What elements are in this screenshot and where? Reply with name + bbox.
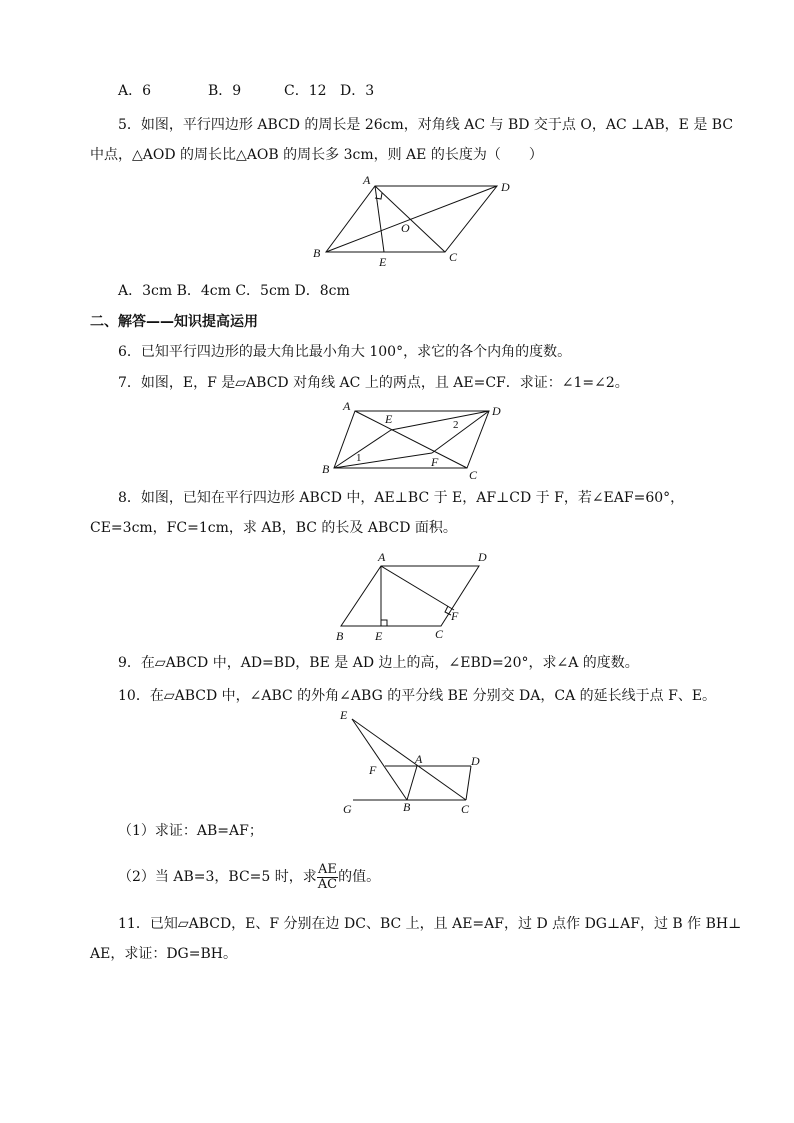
q7-text: 7．如图，E，F 是▱ABCD 对角线 AC 上的两点，且 AE=CF．求证：∠1=∠2。 (118, 375, 629, 391)
q10-text: 10．在▱ABCD 中，∠ABC 的外角∠ABG 的平分线 BE 分别交 DA，CA 的延长线于点 F、E。 (118, 688, 717, 704)
q10-part1: （1）求证：AB=AF； (118, 823, 263, 839)
q10-label-D: D (471, 754, 480, 768)
q10-part2-prefix: （2）当 AB=3，BC=5 时，求 (118, 869, 317, 885)
q7-label-F: F (431, 455, 439, 469)
q10-label-C: C (461, 802, 470, 816)
section2-heading: 二、解答——知识提高运用 (90, 314, 258, 330)
q5-label-E: E (379, 255, 387, 269)
q4-option-a: A．6 (118, 83, 152, 99)
q4-option-d: D．3 (340, 83, 375, 99)
q11-text-line1: 11．已知▱ABCD，E、F 分别在边 DC、BC 上，且 AE=AF，过 D 点作 DG⊥AF，过 B 作 BH⊥ (118, 916, 742, 932)
q8-label-F: F (451, 609, 459, 623)
q7-label-A: A (343, 399, 351, 413)
q7-label-1: 1 (356, 452, 362, 464)
q10-part2-suffix: 的值。 (338, 869, 381, 885)
q10-fraction-denominator: AC (317, 876, 338, 892)
q8-label-E: E (375, 629, 383, 643)
q5-label-D: D (501, 180, 510, 194)
q5-label-C: C (449, 250, 458, 264)
q7-label-B: B (322, 462, 330, 476)
q7-label-D: D (492, 404, 501, 418)
q8-label-B: B (336, 629, 344, 643)
q10-label-G: G (343, 802, 352, 816)
q4-option-c: C．12 (284, 83, 327, 99)
q8-text-line1: 8．如图，已知在平行四边形 ABCD 中，AE⊥BC 于 E，AF⊥CD 于 F，若∠EAF=60°， (118, 490, 685, 506)
q10-label-F: F (369, 763, 377, 777)
q8-label-D: D (478, 550, 487, 564)
q9-text: 9．在▱ABCD 中，AD=BD，BE 是 AD 边上的高，∠EBD=20°，求∠A 的度数。 (118, 655, 639, 671)
q8-text-line2: CE=3cm，FC=1cm，求 AB，BC 的长及 ABCD 面积。 (90, 520, 457, 536)
q7-label-C: C (469, 468, 478, 482)
q8-label-C: C (435, 627, 444, 641)
q10-fraction (317, 863, 338, 892)
q4-option-b: B．9 (208, 83, 242, 99)
q5-label-O: O (401, 221, 410, 235)
q5-label-A: A (363, 173, 371, 187)
q10-label-B: B (403, 800, 411, 814)
q5-options: A．3cm B．4cm C．5cm D．8cm (118, 283, 350, 299)
q10-fraction-numerator: AE (317, 861, 337, 877)
q6-text: 6．已知平行四边形的最大角比最小角大 100°，求它的各个内角的度数。 (118, 344, 572, 360)
q5-text-line1: 5．如图，平行四边形 ABCD 的周长是 26cm，对角线 AC 与 BD 交于点 O，AC ⊥AB，E 是 BC (118, 117, 734, 133)
q8-label-A: A (378, 550, 386, 564)
q7-label-E: E (385, 412, 393, 426)
q11-text-line2: AE，求证：DG=BH。 (90, 946, 237, 962)
q10-part2 (118, 860, 380, 894)
q5-label-B: B (313, 246, 321, 260)
q10-label-A: A (415, 752, 423, 766)
q5-text-line2: 中点，△AOD 的周长比△AOB 的周长多 3cm，则 AE 的长度为（ ） (90, 147, 543, 163)
q7-label-2: 2 (453, 419, 459, 431)
q10-label-E: E (340, 708, 348, 722)
